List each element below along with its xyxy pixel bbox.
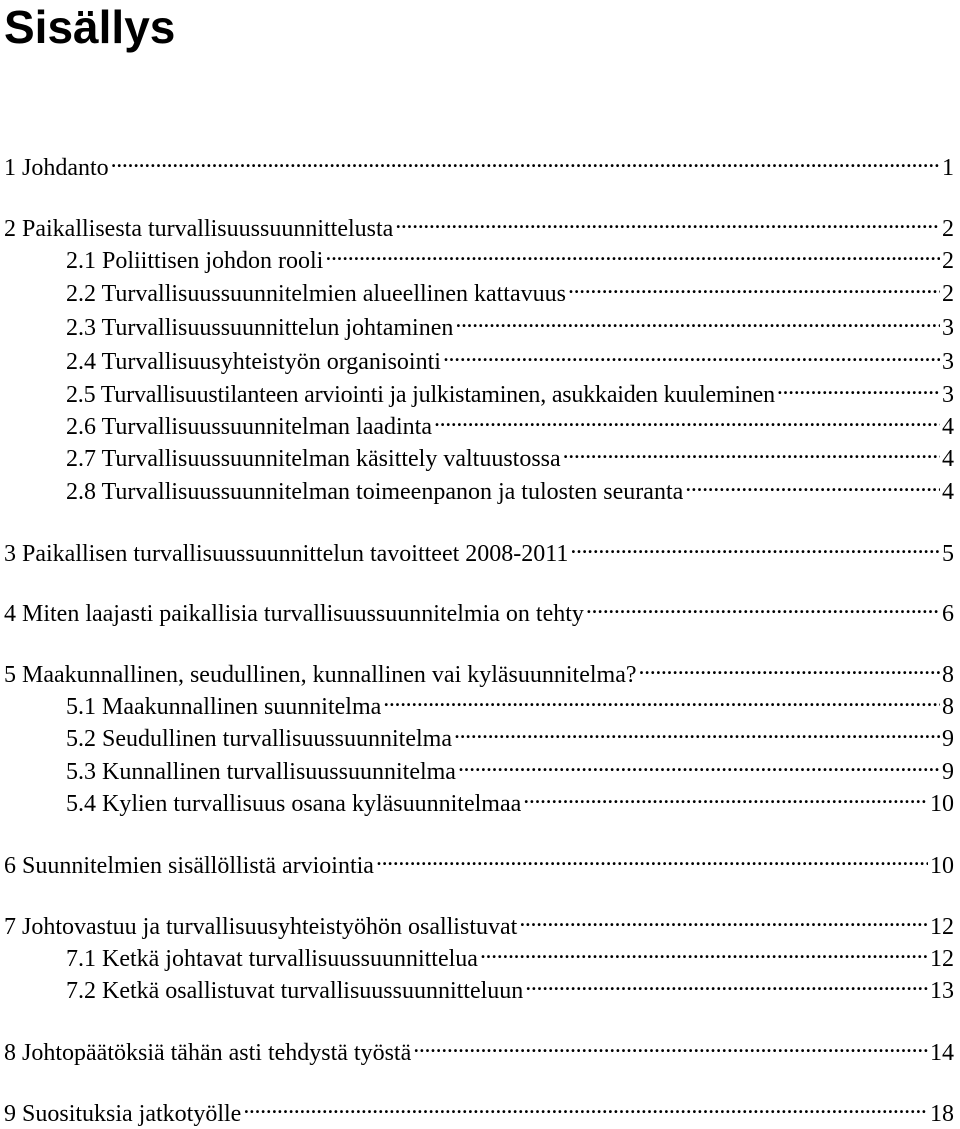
toc-page-number: 9 [942, 726, 954, 752]
toc-entry-label: 7 Johtovastuu ja turvallisuusyhteistyöhön osallistuvat [4, 914, 518, 940]
toc-page-number: 14 [930, 1040, 954, 1066]
toc-entry-6[interactable] [4, 843, 954, 879]
toc-entry-label: 2 Paikallisesta turvallisuussuunnittelusta [4, 216, 394, 242]
toc-entry-label: 4 Miten laajasti paikallisia turvallisuussuunnitelmia on tehty [4, 601, 584, 627]
toc-page-number: 12 [930, 946, 954, 972]
toc-leader-dots [413, 1030, 928, 1060]
toc-entry-5-2[interactable] [66, 716, 954, 752]
toc-page-number: 18 [930, 1101, 954, 1127]
toc-entry-label: 7.1 Ketkä johtavat turvallisuussuunnittelua [66, 946, 478, 972]
toc-page-number: 9 [942, 759, 954, 785]
toc-page-number: 3 [942, 382, 954, 408]
toc-entry-4[interactable] [4, 591, 954, 627]
toc-leader-dots [383, 684, 940, 714]
toc-entry-7-1[interactable] [66, 936, 954, 972]
toc-leader-dots [480, 936, 928, 966]
toc-entry-label: 5 Maakunnallinen, seudullinen, kunnallinen vai kyläsuunnitelma? [4, 662, 637, 688]
toc-entry-label: 9 Suosituksia jatkotyölle [4, 1101, 242, 1127]
toc-leader-dots [454, 716, 940, 746]
toc-leader-dots [568, 271, 940, 301]
toc-entry-label: 3 Paikallisen turvallisuussuunnittelun tavoitteet 2008-2011 [4, 541, 569, 567]
toc-entry-7[interactable] [4, 904, 954, 940]
toc-entry-label: 7.2 Ketkä osallistuvat turvallisuussuunnitteluun [66, 978, 524, 1004]
toc-entry-2[interactable] [4, 206, 954, 242]
toc-page-number: 3 [942, 349, 954, 375]
toc-page-number: 1 [942, 155, 954, 181]
toc-leader-dots [443, 339, 940, 369]
toc-page-number: 2 [942, 281, 954, 307]
toc-page-number: 2 [942, 248, 954, 274]
toc-entry-label: 5.1 Maakunnallinen suunnitelma [66, 694, 382, 720]
toc-entry-3[interactable] [4, 531, 954, 567]
toc-entry-label: 2.7 Turvallisuussuunnitelman käsittely valtuustossa [66, 446, 561, 472]
toc-entry-label: 5.2 Seudullinen turvallisuussuunnitelma [66, 726, 452, 752]
toc-leader-dots [570, 531, 940, 561]
toc-leader-dots [777, 372, 940, 402]
toc-entry-9[interactable] [4, 1091, 954, 1127]
toc-entry-label: 8 Johtopäätöksiä tähän asti tehdystä työstä [4, 1040, 412, 1066]
toc-entry-2-2[interactable] [66, 271, 954, 307]
toc-entry-2-7[interactable] [66, 436, 954, 472]
toc-leader-dots [376, 843, 928, 873]
toc-entry-label: 2.4 Turvallisuusyhteistyön organisointi [66, 349, 441, 375]
toc-page-number: 12 [930, 914, 954, 940]
toc-page-number: 8 [942, 662, 954, 688]
page-title: Sisällys [4, 1, 176, 53]
toc-page-number: 2 [942, 216, 954, 242]
toc-page-number: 4 [942, 479, 954, 505]
toc-entry-2-1[interactable] [66, 238, 954, 274]
toc-leader-dots [111, 145, 940, 175]
toc-entry-label: 1 Johdanto [4, 155, 109, 181]
toc-leader-dots [685, 469, 940, 499]
toc-page-number: 13 [930, 978, 954, 1004]
toc-page-number: 5 [942, 541, 954, 567]
toc-page-number: 8 [942, 694, 954, 720]
toc-leader-dots [523, 781, 928, 811]
toc-entry-7-2[interactable] [66, 968, 954, 1004]
toc-leader-dots [434, 404, 940, 434]
toc-leader-dots [455, 305, 940, 335]
toc-entry-5[interactable] [4, 652, 954, 688]
toc-entry-label: 2.2 Turvallisuussuunnitelmien alueellinen kattavuus [66, 281, 566, 307]
toc-entry-label: 2.8 Turvallisuussuunnitelman toimeenpanon ja tulosten seuranta [66, 479, 684, 505]
toc-leader-dots [586, 591, 940, 621]
toc-page-number: 6 [942, 601, 954, 627]
toc-leader-dots [458, 749, 940, 779]
toc-entry-label: 2.6 Turvallisuussuunnitelman laadinta [66, 414, 432, 440]
toc-entry-label: 2.1 Poliittisen johdon rooli [66, 248, 324, 274]
toc-leader-dots [525, 968, 928, 998]
toc-page-number: 10 [930, 853, 954, 879]
toc-leader-dots [243, 1091, 928, 1121]
toc-leader-dots [395, 206, 940, 236]
toc-entry-label: 2.5 Turvallisuustilanteen arviointi ja julkistaminen, asukkaiden kuuleminen [66, 382, 775, 408]
toc-leader-dots [639, 652, 940, 682]
toc-entry-1[interactable] [4, 145, 954, 181]
toc-entry-label: 5.4 Kylien turvallisuus osana kyläsuunnitelmaa [66, 791, 522, 817]
toc-page-number: 4 [942, 414, 954, 440]
toc-leader-dots [563, 436, 940, 466]
toc-page-number: 3 [942, 315, 954, 341]
toc-entry-label: 6 Suunnitelmien sisällöllistä arviointia [4, 853, 374, 879]
toc-entry-2-5[interactable] [66, 372, 954, 408]
toc-leader-dots [325, 238, 940, 268]
toc-entry-5-1[interactable] [66, 684, 954, 720]
toc-entry-2-3[interactable] [66, 305, 954, 341]
toc-entry-5-4[interactable] [66, 781, 954, 817]
toc-entry-2-4[interactable] [66, 339, 954, 375]
toc-entry-2-6[interactable] [66, 404, 954, 440]
toc-leader-dots [519, 904, 928, 934]
toc-page-number: 4 [942, 446, 954, 472]
toc-entry-8[interactable] [4, 1030, 954, 1066]
toc-entry-label: 5.3 Kunnallinen turvallisuussuunnitelma [66, 759, 456, 785]
toc-entry-label: 2.3 Turvallisuussuunnittelun johtaminen [66, 315, 454, 341]
toc-entry-2-8[interactable] [66, 469, 954, 505]
toc-page-number: 10 [930, 791, 954, 817]
toc-entry-5-3[interactable] [66, 749, 954, 785]
